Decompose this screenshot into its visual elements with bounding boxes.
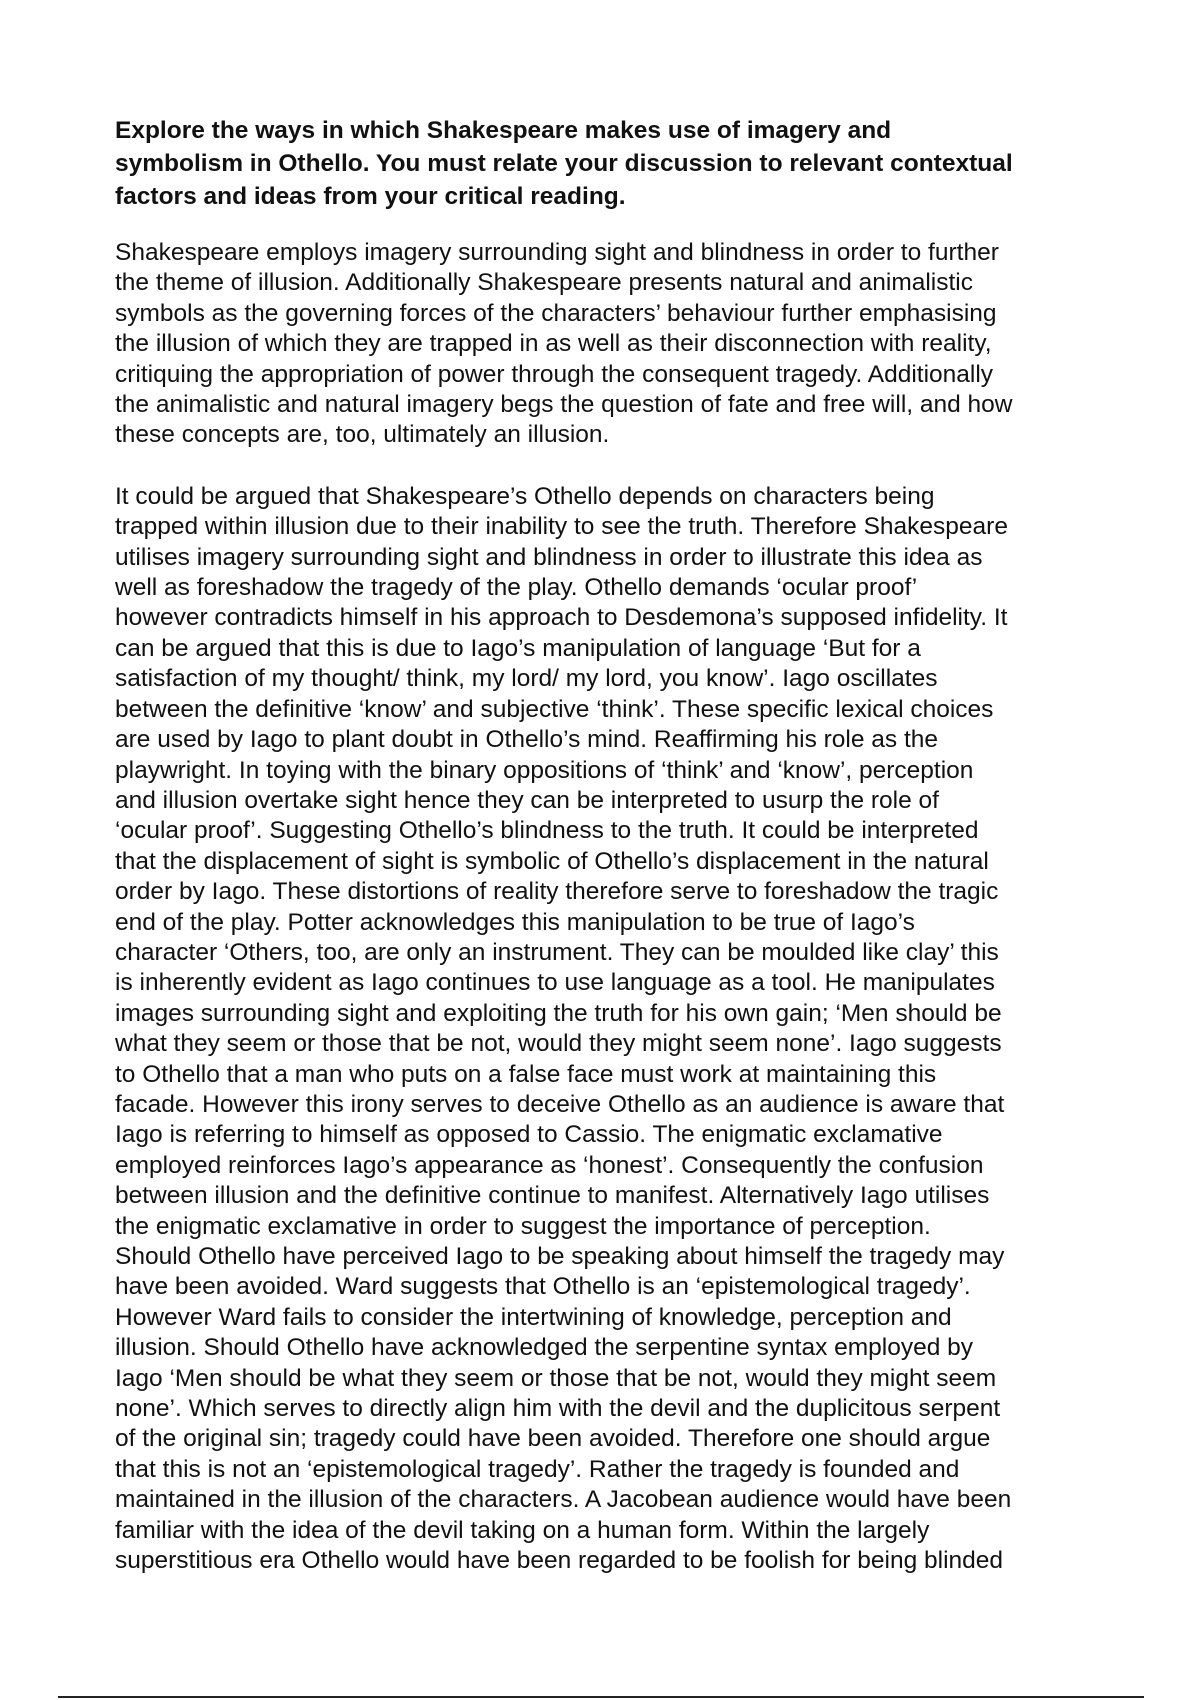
paragraph-line: Should Othello have perceived Iago to be speaking about himself the tragedy may bbox=[115, 1243, 1005, 1270]
paragraph-line: images surrounding sight and exploiting the truth for his own gain; ‘Men should be bbox=[115, 999, 1002, 1027]
paragraph-line: and illusion overtake sight hence they can be interpreted to usurp the role of bbox=[115, 786, 939, 814]
paragraph-line: illusion. Should Othello have acknowledged the serpentine syntax employed by bbox=[115, 1334, 974, 1362]
paragraph-line: the animalistic and natural imagery begs the question of fate and free will, and how bbox=[115, 391, 1013, 419]
paragraph-line: between illusion and the definitive continue to manifest. Alternatively Iago utilises bbox=[115, 1182, 990, 1210]
essay-question bbox=[115, 114, 1095, 213]
question-line: Explore the ways in which Shakespeare makes use of imagery and bbox=[115, 117, 892, 144]
paragraph-line: Iago ‘Men should be what they seem or those that be not, would they might seem bbox=[115, 1364, 997, 1392]
paragraph-line: Shakespeare employs imagery surrounding sight and blindness in order to further bbox=[115, 239, 999, 266]
paragraph-line: Iago is referring to himself as opposed to Cassio. The enigmatic exclamative bbox=[115, 1121, 943, 1149]
paragraph-line: of the original sin; tragedy could have been avoided. Therefore one should argue bbox=[115, 1425, 991, 1453]
paragraph-line: familiar with the idea of the devil taking on a human form. Within the largely bbox=[115, 1516, 930, 1544]
essay-paragraph bbox=[115, 482, 1095, 1577]
paragraph-line: utilises imagery surrounding sight and blindness in order to illustrate this idea as bbox=[115, 543, 983, 571]
essay-paragraph bbox=[115, 238, 1095, 451]
paragraph-line: that this is not an ‘epistemological tragedy’. Rather the tragedy is founded and bbox=[115, 1455, 960, 1483]
paragraph-line: It could be argued that Shakespeare’s Othello depends on characters being bbox=[115, 482, 935, 510]
paragraph-line: facade. However this irony serves to deceive Othello as an audience is aware that bbox=[115, 1090, 1005, 1118]
paragraph-line: superstitious era Othello would have been regarded to be foolish for being blinded bbox=[115, 1547, 1004, 1575]
paragraph-line: end of the play. Potter acknowledges this manipulation to be true of Iago’s bbox=[115, 908, 915, 936]
paragraph-line: that the displacement of sight is symbolic of Othello’s displacement in the natural bbox=[115, 847, 989, 875]
footer-rule bbox=[58, 1696, 1144, 1698]
paragraph-line: employed reinforces Iago’s appearance as ‘honest’. Consequently the confusion bbox=[115, 1151, 984, 1179]
paragraph-line: satisfaction of my thought/ think, my lord/ my lord, you know’. Iago oscillates bbox=[115, 665, 938, 693]
paragraph-line: however contradicts himself in his approach to Desdemona’s supposed infidelity. It bbox=[115, 604, 1008, 632]
paragraph-line: However Ward fails to consider the intertwining of knowledge, perception and bbox=[115, 1303, 952, 1331]
paragraph-line: have been avoided. Ward suggests that Othello is an ‘epistemological tragedy’. bbox=[115, 1273, 971, 1301]
paragraph-line: between the definitive ‘know’ and subjective ‘think’. These specific lexical choices bbox=[115, 695, 994, 723]
essay-paragraphs bbox=[115, 238, 1095, 1576]
paragraph-line: the enigmatic exclamative in order to suggest the importance of perception. bbox=[115, 1212, 931, 1240]
question-line: symbolism in Othello. You must relate your discussion to relevant contextual bbox=[115, 150, 1013, 177]
paragraph-line: maintained in the illusion of the characters. A Jacobean audience would have been bbox=[115, 1486, 1012, 1514]
paragraph-line: these concepts are, too, ultimately an illusion. bbox=[115, 421, 610, 449]
paragraph-line: playwright. In toying with the binary oppositions of ‘think’ and ‘know’, perception bbox=[115, 756, 974, 784]
paragraph-line: what they seem or those that be not, would they might seem none’. Iago suggests bbox=[115, 1030, 1002, 1058]
paragraph-line: critiquing the appropriation of power through the consequent tragedy. Additionally bbox=[115, 360, 994, 388]
question-line: factors and ideas from your critical reading. bbox=[115, 183, 626, 210]
paragraph-line: to Othello that a man who puts on a false face must work at maintaining this bbox=[115, 1060, 937, 1088]
paragraph-line: symbols as the governing forces of the characters’ behaviour further emphasising bbox=[115, 299, 997, 327]
paragraph-line: the illusion of which they are trapped in as well as their disconnection with reality, bbox=[115, 330, 992, 358]
paragraph-line: is inherently evident as Iago continues to use language as a tool. He manipulates bbox=[115, 969, 995, 997]
paragraph-line: none’. Which serves to directly align him with the devil and the duplicitous serpent bbox=[115, 1395, 1001, 1423]
paragraph-line: can be argued that this is due to Iago’s manipulation of language ‘But for a bbox=[115, 634, 921, 662]
paragraph-line: well as foreshadow the tragedy of the play. Othello demands ‘ocular proof’ bbox=[115, 574, 918, 602]
paragraph-line: character ‘Others, too, are only an instrument. They can be moulded like clay’ this bbox=[115, 938, 999, 966]
paragraph-line: are used by Iago to plant doubt in Othello’s mind. Reaffirming his role as the bbox=[115, 726, 939, 754]
paragraph-line: ‘ocular proof’. Suggesting Othello’s blindness to the truth. It could be interpreted bbox=[115, 817, 979, 845]
paragraph-line: order by Iago. These distortions of reality therefore serve to foreshadow the tragic bbox=[115, 878, 999, 906]
paragraph-line: trapped within illusion due to their inability to see the truth. Therefore Shakespeare bbox=[115, 513, 1008, 541]
document-body bbox=[115, 114, 1095, 1607]
paragraph-line: the theme of illusion. Additionally Shakespeare presents natural and animalistic bbox=[115, 269, 974, 297]
